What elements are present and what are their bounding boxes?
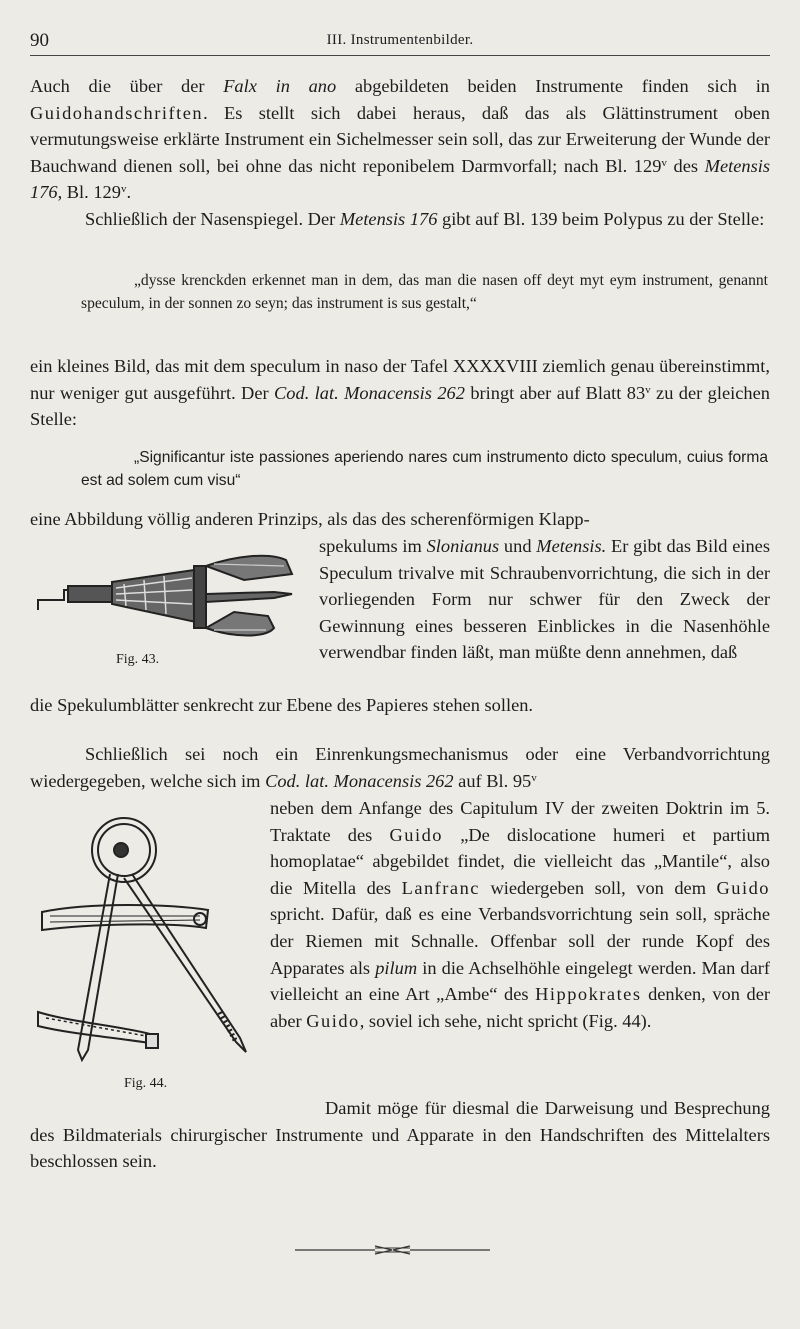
page-number: 90 — [30, 30, 49, 51]
paragraph-closing: Damit möge für diesmal die Darweisung und Besprechung des Bildmaterials chirurgischer Instrumente und Apparate in den Handschriften des Mittelalters beschlossen sein. — [30, 1098, 770, 1172]
paragraph-speculum: ein kleines Bild, das mit dem speculum in naso der Tafel XXXXVIII ziemlich genau übereinstimmt, nur weniger gut ausgeführt. Der Cod. lat. Monacensis 262 bringt aber auf Blatt 83$^v$ zu der gleichen Stelle: — [30, 356, 770, 430]
verband-apparatus-figure — [30, 812, 260, 1072]
running-title: III. Instrumentenbilder. — [326, 32, 474, 48]
quote-monacensis: „Significantur iste passiones aperiendo nares cum instrumento dicto speculum, cuius forma est ad solem cum visu“ — [81, 449, 768, 489]
paragraph-trivalve-first-line: eine Abbildung völlig anderen Prinzips, als das des scherenförmigen Klapp- — [30, 509, 590, 529]
quote-metensis: „dysse krenckden erkennet man in dem, das man die nasen off deyt myt eym instrument, genannt speculum, in der sonnen zo seyn; das instrument is sus gestalt,“ — [81, 272, 768, 312]
running-header — [30, 26, 770, 50]
paragraph-trivalve-last-line: die Spekulumblätter senkrecht zur Ebene des Papieres stehen sollen. — [30, 695, 534, 715]
speculum-trivalve-figure — [34, 546, 296, 642]
fig44-caption: Fig. 44. — [124, 1076, 168, 1091]
paragraph-einrenkung: Schließlich sei noch ein Einrenkungsmechanismus oder eine Verbandvorrichtung wiedergegeben, welche sich im Cod. lat. Monacensis 262 auf Bl. 95$^v$ — [30, 744, 770, 791]
paragraph-falx: Auch die über der Falx in ano abgebildeten beiden Instrumente finden sich in Guidohandschriften. Es stellt sich dabei heraus, daß das als Glättinstrument oben vermutungsweise erklärte Instrument ein Sichelmesser sein soll, das zur Erweiterung der Wunde der Bauchwand dienen soll, bei ohne das nicht reponibelem Darmvorfall; nach Bl. 129$^v$ des Metensis 176, Bl. 129$^v$. — [30, 76, 770, 203]
paragraph-trivalve-wrap: spekulums im Slonianus und Metensis. Er gibt das Bild eines Speculum trivalve mit Schraubenvorrichtung, die sich in der vorliegenden Form nur schwer für den Zweck der Gewinnung eines besseren Einblickes in die Nasenhöhle verwendbar finden läßt, man müßte denn annehmen, daß — [319, 536, 770, 663]
paragraph-nasenspiegel: Schließlich der Nasenspiegel. Der Metensis 176 gibt auf Bl. 139 beim Polypus zu der Stelle: — [85, 209, 765, 229]
fig43-caption: Fig. 43. — [116, 652, 160, 667]
header-rule — [30, 55, 770, 56]
paragraph-einrenkung-wrap: neben dem Anfange des Capitulum IV der zweiten Doktrin im 5. Traktate des Guido „De dislocatione humeri et partium homoplatae“ abgebildet findet, die vielleicht das „Mantile“, also die Mitella des Lanfranc wiedergeben soll, von dem Guido spricht. Dafür, daß es eine Verbandsvorrichtung sein soll, spräche der Riemen mit Schnalle. Offenbar soll der runde Kopf des Apparates als pilum in die Achselhöhle eingelegt werden. Man darf vielleicht an eine Art „Ambe“ des Hippokrates denken, von der aber Guido, soviel ich sehe, nicht spricht (Fig. 44). — [270, 798, 770, 1031]
end-ornament — [295, 1243, 490, 1257]
